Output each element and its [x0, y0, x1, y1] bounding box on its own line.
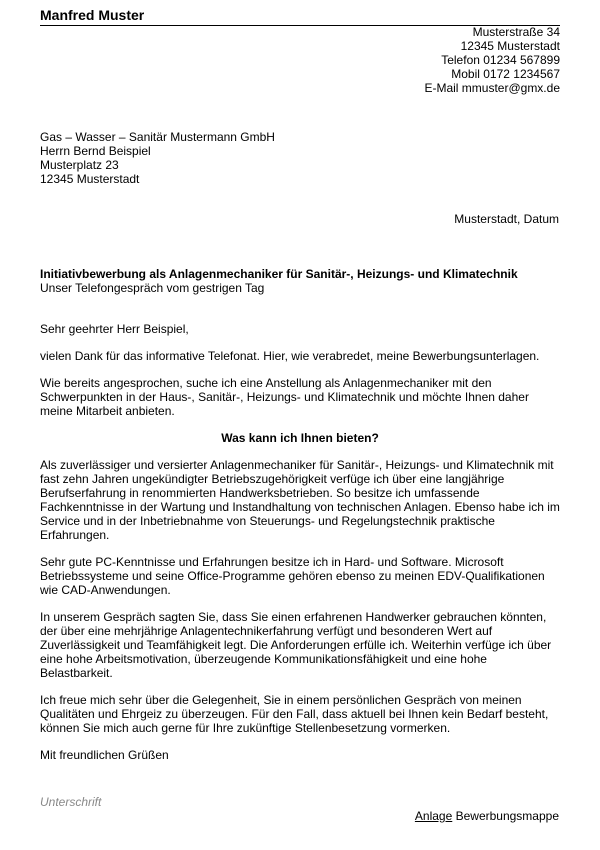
paragraph-4: In unserem Gespräch sagten Sie, dass Sie einen erfahrenen Handwerker gebrauchen könnten, der über eine mehrjährige Anlagentechnikerfahrung verfügt und besonderen Wert auf Zuverlässigkeit und Teamfähigkeit legt. Die Anforderungen erfülle ich. Weiterhin verfüge ich über eine hohe Arbeitsmotivation, überzeugende Kommunikationsfähigkeit und eine hohe Belastbarkeit. — [40, 610, 552, 680]
intro-paragraph: vielen Dank für das informative Telefonat. Hier, wie verabredet, meine Bewerbungsunterlagen. — [40, 349, 540, 363]
subject-line: Initiativbewerbung als Anlagenmechaniker für Sanitär-, Heizungs- und Klimatechnik — [40, 267, 518, 281]
sender-mobile: Mobil 0172 1234567 — [451, 67, 560, 81]
sender-email: E-Mail mmuster@gmx.de — [424, 81, 560, 95]
recipient-person: Herrn Bernd Beispiel — [40, 144, 151, 158]
recipient-company: Gas – Wasser – Sanitär Mustermann GmbH — [40, 130, 275, 144]
paragraph-2: Als zuverlässiger und versierter Anlagenmechaniker für Sanitär-, Heizungs- und Klimatechnik mit fast zehn Jahren ungekündigter Betriebszugehörigkeit verfüge ich über eine langjährige Berufserfahrung in renommierten Handwerksbetrieben. So besitze ich umfassende Fachkenntnisse in der Wartung und Instandhaltung von technischen Anlagen. Ebenso habe ich im Service und in der Inbetriebnahme von Steuerungs- und Regelungstechnik praktische Erfahrungen. — [40, 458, 560, 542]
sender-phone: Telefon 01234 567899 — [441, 53, 560, 67]
letter-body — [40, 322, 560, 762]
sender-name: Manfred Muster — [40, 6, 560, 26]
paragraph-5: Ich freue mich sehr über die Gelegenheit, Sie in einem persönlichen Gespräch von meinen Qualitäten und Ehrgeiz zu überzeugen. Für den Fall, dass aktuell bei Ihnen kein Bedarf besteht, können Sie mich auch gerne für Ihre zukünftige Stellenbesetzung vormerken. — [40, 693, 549, 735]
recipient-address — [40, 130, 275, 186]
recipient-city: 12345 Musterstadt — [40, 172, 140, 186]
sender-street: Musterstraße 34 — [472, 25, 560, 39]
enclosure-label: Anlage — [414, 809, 453, 823]
recipient-street: Musterplatz 23 — [40, 158, 119, 172]
sender-address — [424, 25, 560, 95]
letter-date: Musterstadt, Datum — [454, 212, 559, 226]
salutation: Sehr geehrter Herr Beispiel, — [40, 322, 189, 336]
enclosure-text: Bewerbungsmappe — [452, 809, 559, 823]
sender-city: 12345 Musterstadt — [460, 39, 560, 53]
closing: Mit freundlichen Grüßen — [40, 748, 169, 762]
paragraph-3: Sehr gute PC-Kenntnisse und Erfahrungen besitze ich in Hard- und Software. Microsoft Betriebssysteme und seine Office-Programme gehören ebenso zu meinen EDV-Qualifikationen wie CAD-Anwendungen. — [40, 555, 545, 597]
paragraph-1: Wie bereits angesprochen, suche ich eine Anstellung als Anlagenmechaniker mit den Schwerpunkten in der Haus-, Sanitär-, Heizungs- und Klimatechnik und möchte Ihnen daher meine Mitarbeit anbieten. — [40, 376, 529, 418]
signature-placeholder: Unterschrift — [40, 795, 102, 809]
subject-block — [40, 267, 560, 295]
section-heading: Was kann ich Ihnen bieten? — [221, 431, 379, 445]
enclosure — [415, 809, 559, 823]
subject-reference: Unser Telefongespräch vom gestrigen Tag — [40, 281, 265, 295]
